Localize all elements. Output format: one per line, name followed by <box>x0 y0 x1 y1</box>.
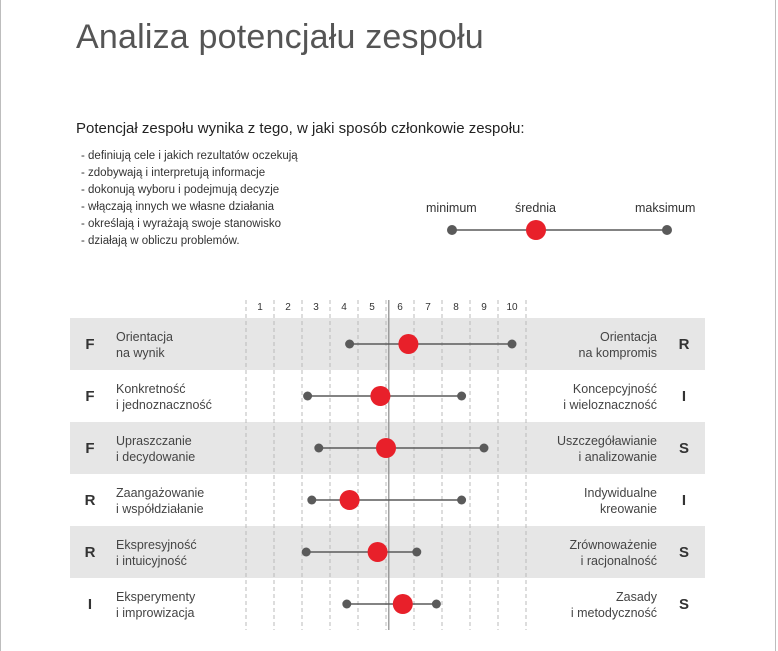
list-item: - działają w obliczu problemów. <box>81 235 240 247</box>
max-dot <box>457 496 466 505</box>
row-right-letter: S <box>678 440 690 457</box>
row-right-label: Zasady <box>616 590 657 604</box>
list-item: - zdobywają i interpretują informacje <box>81 167 266 179</box>
list-item: - określają i wyrażają swoje stanowisko <box>81 218 282 230</box>
row-left-label: Zaangażowanie <box>116 486 205 500</box>
legend-max-dot <box>662 225 672 235</box>
x-tick-label: 9 <box>481 302 487 313</box>
x-tick-label: 7 <box>425 302 431 313</box>
row-left-label: i improwizacja <box>116 606 195 620</box>
x-tick-label: 6 <box>397 302 403 313</box>
min-dot <box>342 600 351 609</box>
row-right-label: kreowanie <box>600 502 657 516</box>
row-left-label: Konkretność <box>116 382 186 396</box>
x-tick-label: 1 <box>257 302 263 313</box>
row-right-letter: I <box>681 492 687 509</box>
row-right-label: i racjonalność <box>580 554 657 568</box>
legend-mean-dot <box>526 220 546 240</box>
row-left-letter: R <box>84 492 96 509</box>
legend-maksimum-label: maksimum <box>635 201 696 215</box>
row-right-label: i analizowanie <box>578 450 657 464</box>
mean-dot <box>368 542 388 562</box>
row-right-letter: I <box>681 388 687 405</box>
row-right-letter: S <box>678 544 690 561</box>
row-left-label: i jednoznaczność <box>116 398 212 412</box>
row-right-label: Zrównoważenie <box>569 538 657 552</box>
row-left-label: i intuicyjność <box>116 554 187 568</box>
mean-dot <box>376 438 396 458</box>
x-tick-label: 4 <box>341 302 347 313</box>
row-right-label: Uszczegóławianie <box>556 434 657 448</box>
row-right-label: na kompromis <box>578 346 657 360</box>
mean-dot <box>340 490 360 510</box>
max-dot <box>412 548 421 557</box>
page-title: Analiza potencjału zespołu <box>76 18 484 56</box>
row-right-label: i wieloznaczność <box>563 398 657 412</box>
mean-dot <box>398 334 418 354</box>
row-left-label: i decydowanie <box>116 450 196 464</box>
intro-text: Potencjał zespołu wynika z tego, w jaki sposób członkowie zespołu: <box>76 120 525 137</box>
row-left-label: Ekspresyjność <box>116 538 197 552</box>
row-right-label: Indywidualne <box>584 486 657 500</box>
legend-minimum-label: minimum <box>426 201 477 215</box>
row-right-letter: R <box>678 336 690 353</box>
row-left-label: i współdziałanie <box>116 502 204 516</box>
row-left-letter: F <box>85 440 95 457</box>
min-dot <box>345 340 354 349</box>
max-dot <box>480 444 489 453</box>
row-left-label: Upraszczanie <box>116 434 192 448</box>
min-dot <box>307 496 316 505</box>
legend-srednia-label: średnia <box>515 201 556 215</box>
row-left-label: Orientacja <box>116 330 173 344</box>
row-left-letter: F <box>85 336 95 353</box>
mean-dot <box>370 386 390 406</box>
x-tick-label: 5 <box>369 302 375 313</box>
list-item: - dokonują wyboru i podejmują decyzje <box>81 184 280 196</box>
min-dot <box>302 548 311 557</box>
row-left-label: Eksperymenty <box>116 590 196 604</box>
row-right-letter: S <box>678 596 690 613</box>
row-left-letter: I <box>87 596 93 613</box>
x-tick-label: 10 <box>506 302 518 313</box>
list-item: - włączają innych we własne działania <box>81 201 275 213</box>
row-left-label: na wynik <box>116 346 165 360</box>
list-item: - definiują cele i jakich rezultatów oczekują <box>81 150 298 162</box>
row-right-label: Orientacja <box>600 330 657 344</box>
row-left-letter: R <box>84 544 96 561</box>
min-dot <box>303 392 312 401</box>
row-right-label: i metodyczność <box>570 606 657 620</box>
legend-min-dot <box>447 225 457 235</box>
x-tick-label: 8 <box>453 302 459 313</box>
x-tick-label: 2 <box>285 302 291 313</box>
min-dot <box>314 444 323 453</box>
max-dot <box>508 340 517 349</box>
row-left-letter: F <box>85 388 95 405</box>
max-dot <box>432 600 441 609</box>
x-tick-label: 3 <box>313 302 319 313</box>
row-right-label: Koncepcyjność <box>572 382 657 396</box>
max-dot <box>457 392 466 401</box>
mean-dot <box>393 594 413 614</box>
